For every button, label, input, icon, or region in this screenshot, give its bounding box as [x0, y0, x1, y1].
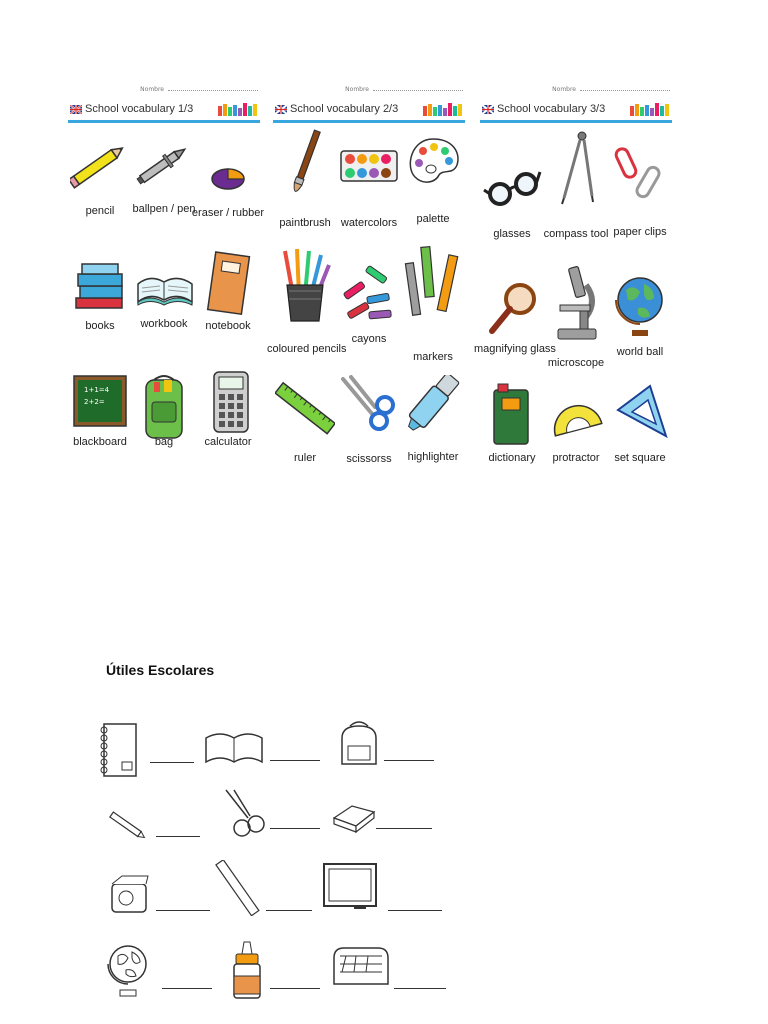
- svg-text:2+2=: 2+2=: [84, 398, 105, 406]
- vocab-item-eraser: [191, 135, 265, 245]
- answer-blank[interactable]: [270, 760, 320, 761]
- eraser-icon: [330, 796, 378, 836]
- vocab-item-magnifying-glass: [474, 275, 556, 385]
- coloured-pencils-icon: [275, 245, 335, 325]
- vocab-item-coloured-pencils: [267, 245, 347, 355]
- vocab-item-ballpen: [132, 135, 196, 245]
- logo-icon: [216, 102, 260, 118]
- books-icon: [70, 250, 130, 330]
- glasses-icon: [482, 150, 542, 230]
- header-rule: [480, 120, 672, 123]
- nombre-field: [140, 86, 258, 93]
- answer-blank[interactable]: [384, 760, 434, 761]
- vocab-label: books: [85, 320, 115, 332]
- vocab-item-microscope: [544, 265, 608, 375]
- scissors-icon: [339, 375, 399, 455]
- nombre-label: Nombre: [552, 86, 576, 93]
- dictionary-icon: [482, 380, 542, 460]
- vocab-label: microscope: [547, 357, 605, 369]
- answer-blank[interactable]: [270, 828, 320, 829]
- answer-blank[interactable]: [156, 910, 210, 911]
- watercolors-icon: [339, 125, 399, 205]
- uk-flag-icon: [482, 105, 494, 114]
- vocab-sheet-1: [68, 80, 265, 475]
- pencil-icon: [106, 808, 150, 844]
- logo-icon: [628, 102, 672, 118]
- set-square-icon: [610, 380, 670, 460]
- answer-blank[interactable]: [162, 988, 212, 989]
- vocab-label: magnifying glass: [474, 343, 556, 355]
- header-rule: [68, 120, 260, 123]
- vocab-label: workbook: [140, 318, 188, 330]
- vocab-item-protractor: [544, 380, 608, 490]
- vocab-item-notebook: [196, 250, 260, 360]
- globe-icon: [104, 938, 154, 1000]
- ruler-icon: [212, 860, 262, 916]
- vocab-label: pencil: [85, 205, 115, 217]
- answer-blank[interactable]: [394, 988, 446, 989]
- nombre-label: Nombre: [345, 86, 369, 93]
- vocab-label: protractor: [552, 452, 600, 464]
- pencil-case-icon: [328, 942, 394, 992]
- nombre-field: [552, 86, 670, 93]
- sheet-header: [480, 102, 672, 122]
- paper-clips-icon: [610, 140, 670, 220]
- vocab-item-set-square: [608, 380, 672, 490]
- svg-text:1+1=4: 1+1=4: [84, 386, 110, 394]
- sheet-title: School vocabulary 3/3: [497, 103, 606, 115]
- answer-blank[interactable]: [266, 910, 312, 911]
- nombre-field: [345, 86, 463, 93]
- vocab-item-workbook: [132, 250, 196, 360]
- vocab-item-pencil: [68, 135, 132, 245]
- vocab-item-highlighter: [401, 375, 465, 485]
- vocab-item-bag: [132, 370, 196, 480]
- vocab-label: coloured pencils: [267, 343, 347, 355]
- vocab-label: bag: [154, 436, 174, 448]
- vocab-item-world-ball: [608, 270, 672, 380]
- vocab-item-blackboard: [68, 370, 132, 480]
- vocab-item-glasses: [480, 150, 544, 260]
- open-book-icon: [204, 728, 264, 768]
- vocab-label: calculator: [204, 436, 252, 448]
- blackboard-icon: [320, 860, 380, 912]
- vocab-label: world ball: [616, 346, 664, 358]
- vocab-label: scissorss: [346, 453, 392, 465]
- vocab-item-scissors: [337, 375, 401, 485]
- backpack-icon: [336, 718, 382, 770]
- vocab-item-dictionary: [480, 380, 544, 490]
- vocab-item-calculator: [196, 370, 260, 480]
- highlighter-icon: [403, 375, 463, 455]
- sheet-header: [68, 102, 260, 122]
- answer-blank[interactable]: [376, 828, 432, 829]
- vocab-label: ruler: [293, 452, 316, 464]
- vocab-item-markers: [401, 245, 465, 363]
- sheet-header: [273, 102, 465, 122]
- globe-icon: [610, 270, 670, 350]
- vocab-label: dictionary: [488, 452, 536, 464]
- vocab-label: set square: [614, 452, 666, 464]
- vocab-sheet-3: [474, 80, 672, 475]
- vocab-sheet-2: [267, 80, 465, 475]
- vocab-label: palette: [416, 213, 450, 225]
- vocab-item-ruler: [273, 380, 337, 490]
- vocab-label: cayons: [351, 333, 387, 345]
- pencil-icon: [70, 135, 130, 215]
- worksheet-title: Útiles Escolares: [106, 662, 215, 678]
- spiral-notebook-icon: [98, 720, 142, 780]
- vocab-label: highlighter: [407, 451, 459, 463]
- name-line: [580, 90, 670, 91]
- vocab-label: compass tool: [543, 228, 609, 240]
- notebook-icon: [198, 250, 258, 330]
- name-line: [168, 90, 258, 91]
- vocab-item-paper-clips: [608, 140, 672, 250]
- vocab-item-books: [68, 250, 132, 360]
- vocab-item-paintbrush: [273, 125, 337, 235]
- eraser-icon: [198, 135, 258, 215]
- answer-blank[interactable]: [150, 762, 194, 763]
- vocab-label: ballpen / pen: [132, 203, 196, 215]
- vocab-label: paintbrush: [279, 217, 331, 229]
- uk-flag-icon: [275, 105, 287, 114]
- vocab-label: notebook: [205, 320, 251, 332]
- vocab-label: eraser / rubber: [191, 207, 265, 219]
- sheet-title: School vocabulary 1/3: [85, 103, 194, 115]
- sheet-title: School vocabulary 2/3: [290, 103, 399, 115]
- vocab-label: paper clips: [613, 226, 667, 238]
- vocab-label: glasses: [493, 228, 531, 240]
- vocab-label: watercolors: [340, 217, 398, 229]
- vocab-item-watercolors: [337, 125, 401, 235]
- paintbrush-icon: [275, 125, 335, 205]
- vocab-item-palette: [401, 125, 465, 235]
- nombre-label: Nombre: [140, 86, 164, 93]
- vocab-item-crayons: [337, 265, 401, 375]
- microscope-icon: [546, 265, 606, 345]
- vocab-label: markers: [413, 351, 453, 363]
- glue-bottle-icon: [230, 940, 264, 1000]
- vocab-label: blackboard: [73, 436, 127, 448]
- answer-blank[interactable]: [156, 836, 200, 837]
- ruler-icon: [275, 380, 335, 460]
- markers-icon: [403, 245, 463, 325]
- logo-icon: [421, 102, 465, 118]
- protractor-icon: [546, 380, 606, 460]
- compass-icon: [546, 128, 606, 208]
- answer-blank[interactable]: [270, 988, 320, 989]
- vocab-item-compass: [544, 128, 608, 238]
- uk-flag-icon: [70, 105, 82, 114]
- utiles-worksheet: [68, 620, 452, 1010]
- answer-blank[interactable]: [388, 910, 442, 911]
- sharpener-icon: [104, 870, 156, 920]
- name-line: [373, 90, 463, 91]
- scissors-icon: [218, 788, 266, 844]
- palette-icon: [403, 125, 463, 205]
- header-rule: [273, 120, 465, 123]
